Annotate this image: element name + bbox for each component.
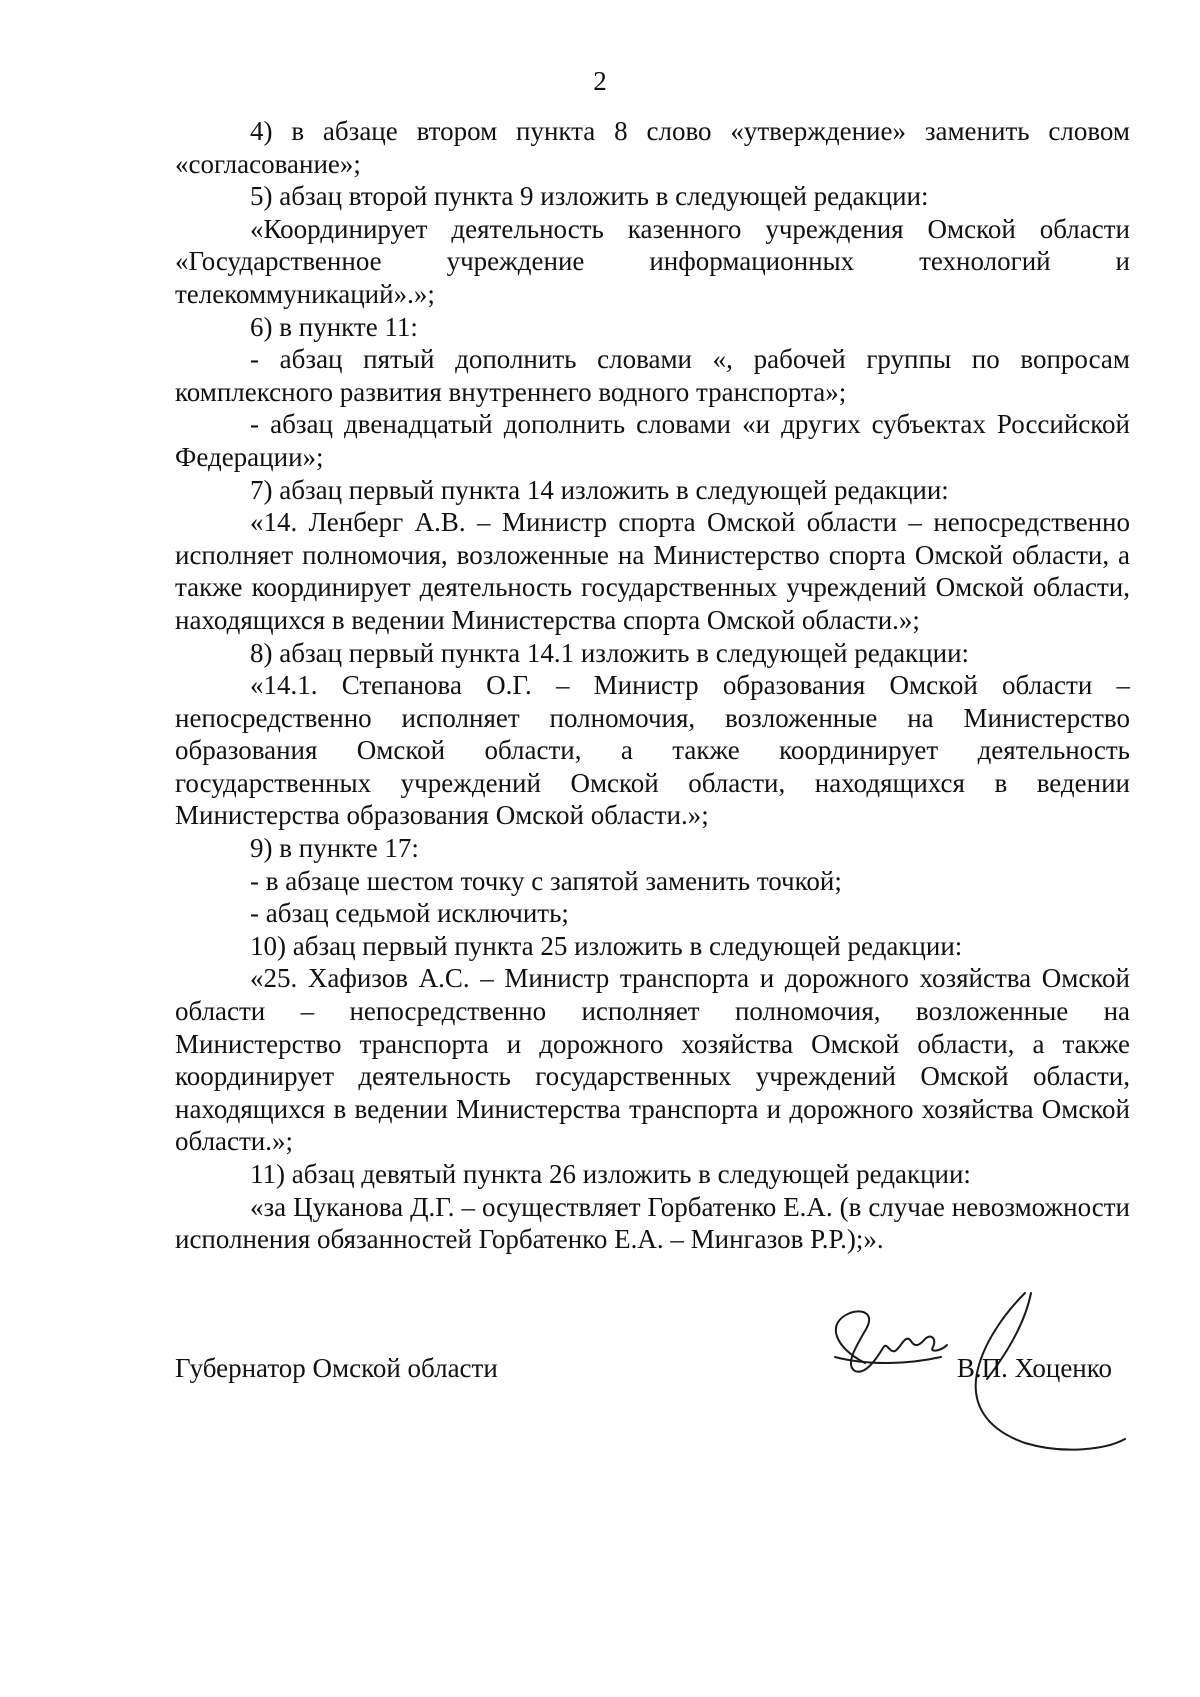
signatory-title: Губернатор Омской области — [175, 1353, 498, 1383]
amendment-item-6-sub-1: - абзац пятый дополнить словами «, рабочей группы по вопросам комплексного развития внутреннего водного транспорта»; — [175, 344, 1130, 407]
amendment-text-8-quote: «14.1. Степанова О.Г. – Министр образования Омской области – непосредственно исполняет полномочия, возложенные на Министерство образования Омской области, а также координирует деятельность государственных учреждений Омской области, находящихся в ведении Министерства образования Омской области.»; — [175, 670, 1130, 831]
document-body — [175, 115, 1130, 1256]
amendment-item-9: 9) в пункте 17: — [250, 833, 419, 864]
page-number: 2 — [593, 66, 607, 96]
amendment-item-8: 8) абзац первый пункта 14.1 изложить в следующей редакции: — [250, 637, 970, 668]
amendment-item-11: 11) абзац девятый пункта 26 изложить в следующей редакции: — [250, 1159, 971, 1189]
signature-block — [175, 1353, 1130, 1493]
amendment-text-11-quote: «за Цуканова Д.Г. – осуществляет Горбатенко Е.А. (в случае невозможности исполнения обязанностей Горбатенко Е.А. – Мингазов Р.Р.);». — [175, 1191, 1130, 1255]
amendment-text-10-quote: «25. Хафизов А.С. – Министр транспорта и дорожного хозяйства Омской области – непосредственно исполняет полномочия, возложенные на Министерство транспорта и дорожного хозяйства Омской области, а также координирует деятельность государственных учреждений Омской области, находящихся в ведении Министерства транспорта и дорожного хозяйства Омской области.»; — [175, 963, 1130, 1157]
amendment-text-7-quote: «14. Ленберг А.В. – Министр спорта Омской области – непосредственно исполняет полномочия, возложенные на Министерство спорта Омской области, а также координирует деятельность государственных учреждений Омской области, находящихся в ведении Министерства спорта Омской области.»; — [175, 507, 1130, 635]
amendment-item-10: 10) абзац первый пункта 25 изложить в следующей редакции: — [250, 930, 963, 961]
amendment-item-4: 4) в абзаце втором пункта 8 слово «утверждение» заменить словом «согласование»; — [175, 116, 1130, 179]
signatory-name: В.П. Хоценко — [956, 1353, 1112, 1383]
amendment-item-9-sub-2: - абзац седьмой исключить; — [250, 898, 569, 929]
amendment-item-6: 6) в пункте 11: — [250, 311, 418, 342]
amendment-text-5-quote: «Координирует деятельность казенного учреждения Омской области «Государственное учреждение информационных технологий и телекоммуникаций».»; — [175, 213, 1130, 309]
amendment-item-6-sub-2: - абзац двенадцатый дополнить словами «и других субъектах Российской Федерации»; — [175, 409, 1130, 472]
amendment-item-9-sub-1: - в абзаце шестом точку с запятой заменить точкой; — [250, 865, 842, 896]
amendment-item-5: 5) абзац второй пункта 9 изложить в следующей редакции: — [250, 181, 929, 212]
amendment-item-7: 7) абзац первый пункта 14 изложить в следующей редакции: — [250, 474, 949, 505]
